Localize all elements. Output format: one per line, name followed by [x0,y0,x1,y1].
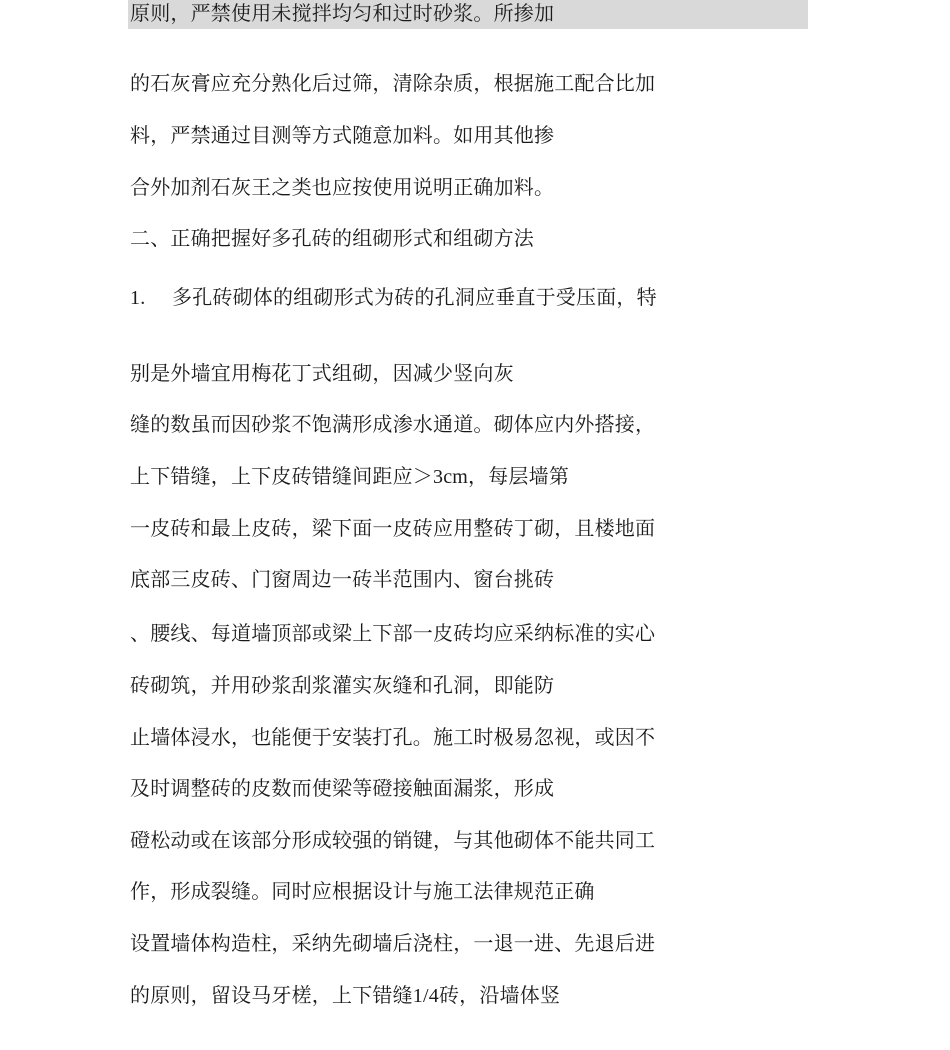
list-item [130,284,657,312]
text-line-highlighted: 原则，严禁使用未搅拌均匀和过时砂浆。所掺加 [130,3,555,25]
section-heading: 二、正确把握好多孔砖的组砌形式和组砌方法 [130,228,534,250]
text-line: 止墙体浸水，也能便于安装打孔。施工时极易忽视，或因不 [130,727,656,749]
text-line: 缝的数虽而因砂浆不饱满形成渗水通道。砌体应内外搭接， [130,414,656,436]
text-line: 别是外墙宜用梅花丁式组砌，因减少竖向灰 [130,363,514,385]
text-line: 上下错缝，上下皮砖错缝间距应＞3cm，每层墙第 [130,466,570,488]
text-line: 作，形成裂缝。同时应根据设计与施工法律规范正确 [130,881,595,903]
text-line: 合外加剂石灰王之类也应按使用说明正确加料。 [130,177,555,199]
text-line: 的原则，留设马牙槎，上下错缝1/4砖，沿墙体竖 [130,985,561,1007]
text-line: 一皮砖和最上皮砖，梁下面一皮砖应用整砖丁砌，且楼地面 [130,518,656,540]
text-line: 砖砌筑，并用砂浆刮浆灌实灰缝和孔洞，即能防 [130,675,555,697]
text-line: 料，严禁通过目测等方式随意加料。如用其他掺 [130,125,555,147]
text-line: 及时调整砖的皮数而使梁等磴接触面漏浆，形成 [130,778,555,800]
list-item-text: 多孔砖砌体的组砌形式为砖的孔洞应垂直于受压面，特 [172,287,657,309]
text-line: 设置墙体构造柱，采纳先砌墙后浇柱，一退一进、先退后进 [130,933,656,955]
text-line: 、腰线、每道墙顶部或梁上下部一皮砖均应采纳标准的实心 [130,623,656,645]
text-line: 磴松动或在该部分形成较强的销键，与其他砌体不能共同工 [130,830,656,852]
text-line: 底部三皮砖、门窗周边一砖半范围内、窗台挑砖 [130,569,555,591]
list-item-number: 1. [130,287,146,309]
text-line: 的石灰膏应充分熟化后过筛，清除杂质，根据施工配合比加 [130,73,656,95]
